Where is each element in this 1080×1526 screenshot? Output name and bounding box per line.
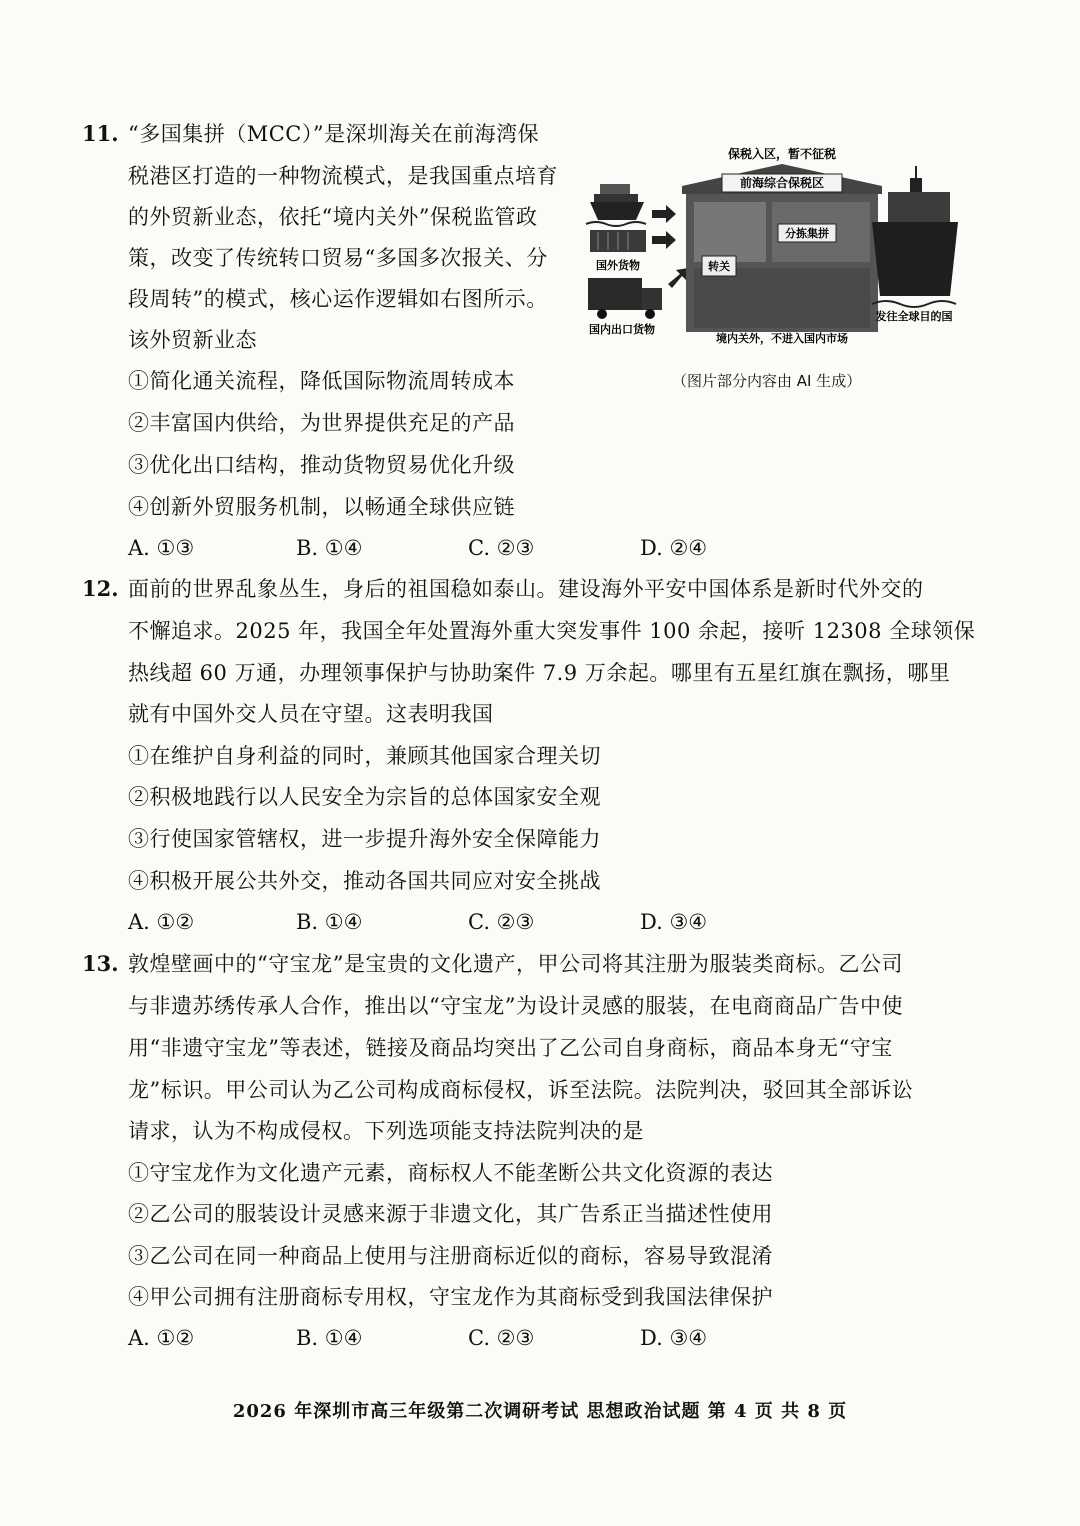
question-number: 13. bbox=[82, 951, 119, 976]
question-text-line: 用“非遗守宝龙”等表述，链接及商品均突出了乙公司自身商标，商品本身无“守宝 bbox=[128, 1036, 893, 1060]
answer-choice-d: D. ②④ bbox=[640, 536, 708, 560]
option-statement: ④积极开展公共外交，推动各国共同应对安全挑战 bbox=[128, 869, 601, 893]
option-statement: ③优化出口结构，推动货物贸易优化升级 bbox=[128, 453, 515, 477]
question-text-line: 请求，认为不构成侵权。下列选项能支持法院判决的是 bbox=[128, 1119, 644, 1143]
ship-label: 发往全球目的国 bbox=[875, 310, 953, 323]
top-label: 保税入区，暂不征税 bbox=[727, 147, 837, 161]
question-text-line: 与非遗苏绣传承人合作，推出以“守宝龙”为设计灵感的服装，在电商商品广告中使 bbox=[128, 994, 903, 1018]
answer-choice-c: C. ②③ bbox=[468, 910, 535, 934]
option-statement: ②积极地践行以人民安全为宗旨的总体国家安全观 bbox=[128, 785, 601, 809]
option-statement: ①简化通关流程，降低国际物流周转成本 bbox=[128, 369, 515, 393]
answer-choice-a: A. ①② bbox=[128, 1326, 195, 1350]
question-number: 12. bbox=[82, 576, 119, 601]
answer-choice-c: C. ②③ bbox=[468, 536, 535, 560]
answer-choice-a: A. ①② bbox=[128, 910, 195, 934]
option-statement: ①在维护自身利益的同时，兼顾其他国家合理关切 bbox=[128, 744, 601, 768]
bonded-zone-label: 前海综合保税区 bbox=[739, 176, 825, 190]
question-text-line: 税港区打造的一种物流模式，是我国重点培育 bbox=[128, 164, 558, 188]
logistics-diagram bbox=[582, 136, 958, 346]
cargo-ship-icon bbox=[586, 184, 646, 226]
arrow-icon bbox=[652, 205, 688, 288]
answer-choice-b: B. ①④ bbox=[296, 910, 363, 934]
foreign-goods-label: 国外货物 bbox=[596, 259, 640, 272]
question-text-line: 面前的世界乱象丛生，身后的祖国稳如泰山。建设海外平安中国体系是新时代外交的 bbox=[128, 577, 924, 601]
question-text-line: 策，改变了传统转口贸易“多国多次报关、分 bbox=[128, 246, 548, 270]
container-ship-icon bbox=[872, 166, 958, 307]
question-text-line: 就有中国外交人员在守望。这表明我国 bbox=[128, 702, 494, 726]
option-statement: ④甲公司拥有注册商标专用权，守宝龙作为其商标受到我国法律保护 bbox=[128, 1285, 773, 1309]
option-statement: ②丰富国内供给，为世界提供充足的产品 bbox=[128, 411, 515, 435]
question-text-line: 敦煌壁画中的“守宝龙”是宝贵的文化遗产，甲公司将其注册为服装类商标。乙公司 bbox=[128, 952, 903, 976]
answer-choice-b: B. ①④ bbox=[296, 536, 363, 560]
question-text-line: 段周转”的模式，核心运作逻辑如右图所示。 bbox=[128, 287, 548, 311]
question-text-line: 该外贸新业态 bbox=[128, 328, 257, 352]
answer-choice-a: A. ①③ bbox=[128, 536, 195, 560]
question-text-line: 的外贸新业态，依托“境内关外”保税监管政 bbox=[128, 205, 538, 229]
option-statement: ③行使国家管辖权，进一步提升海外安全保障能力 bbox=[128, 827, 601, 851]
answer-choice-c: C. ②③ bbox=[468, 1326, 535, 1350]
bottom-label: 境内关外，不进入国内市场 bbox=[716, 332, 848, 345]
option-statement: ④创新外贸服务机制，以畅通全球供应链 bbox=[128, 495, 515, 519]
question-text-line: 热线超 60 万通，办理领事保护与协助案件 7.9 万余起。哪里有五星红旗在飘扬，哪里 bbox=[128, 661, 951, 685]
transit-label: 转关 bbox=[708, 260, 730, 273]
option-statement: ②乙公司的服装设计灵感来源于非遗文化，其广告系正当描述性使用 bbox=[128, 1202, 773, 1226]
truck-icon bbox=[588, 278, 662, 319]
option-statement: ①守宝龙作为文化遗产元素，商标权人不能垄断公共文化资源的表达 bbox=[128, 1161, 773, 1185]
figure-caption: （图片部分内容由 AI 生成） bbox=[672, 372, 862, 390]
domestic-goods-label: 国内出口货物 bbox=[589, 323, 655, 336]
answer-choice-d: D. ③④ bbox=[640, 910, 708, 934]
question-text-line: 不懈追求。2025 年，我国全年处置海外重大突发事件 100 余起，接听 12308 全球领保 bbox=[128, 619, 976, 643]
container-icon bbox=[590, 230, 646, 252]
question-number: 11. bbox=[82, 121, 119, 146]
sorting-label: 分拣集拼 bbox=[785, 227, 829, 240]
page-footer: 2026 年深圳市高三年级第二次调研考试 思想政治试题 第 4 页 共 8 页 bbox=[232, 1401, 848, 1422]
answer-choice-b: B. ①④ bbox=[296, 1326, 363, 1350]
question-text-line: 龙”标识。甲公司认为乙公司构成商标侵权，诉至法院。法院判决，驳回其全部诉讼 bbox=[128, 1078, 914, 1102]
answer-choice-d: D. ③④ bbox=[640, 1326, 708, 1350]
question-text-line: “多国集拼（MCC）”是深圳海关在前海湾保 bbox=[128, 122, 540, 146]
option-statement: ③乙公司在同一种商品上使用与注册商标近似的商标，容易导致混淆 bbox=[128, 1244, 773, 1268]
